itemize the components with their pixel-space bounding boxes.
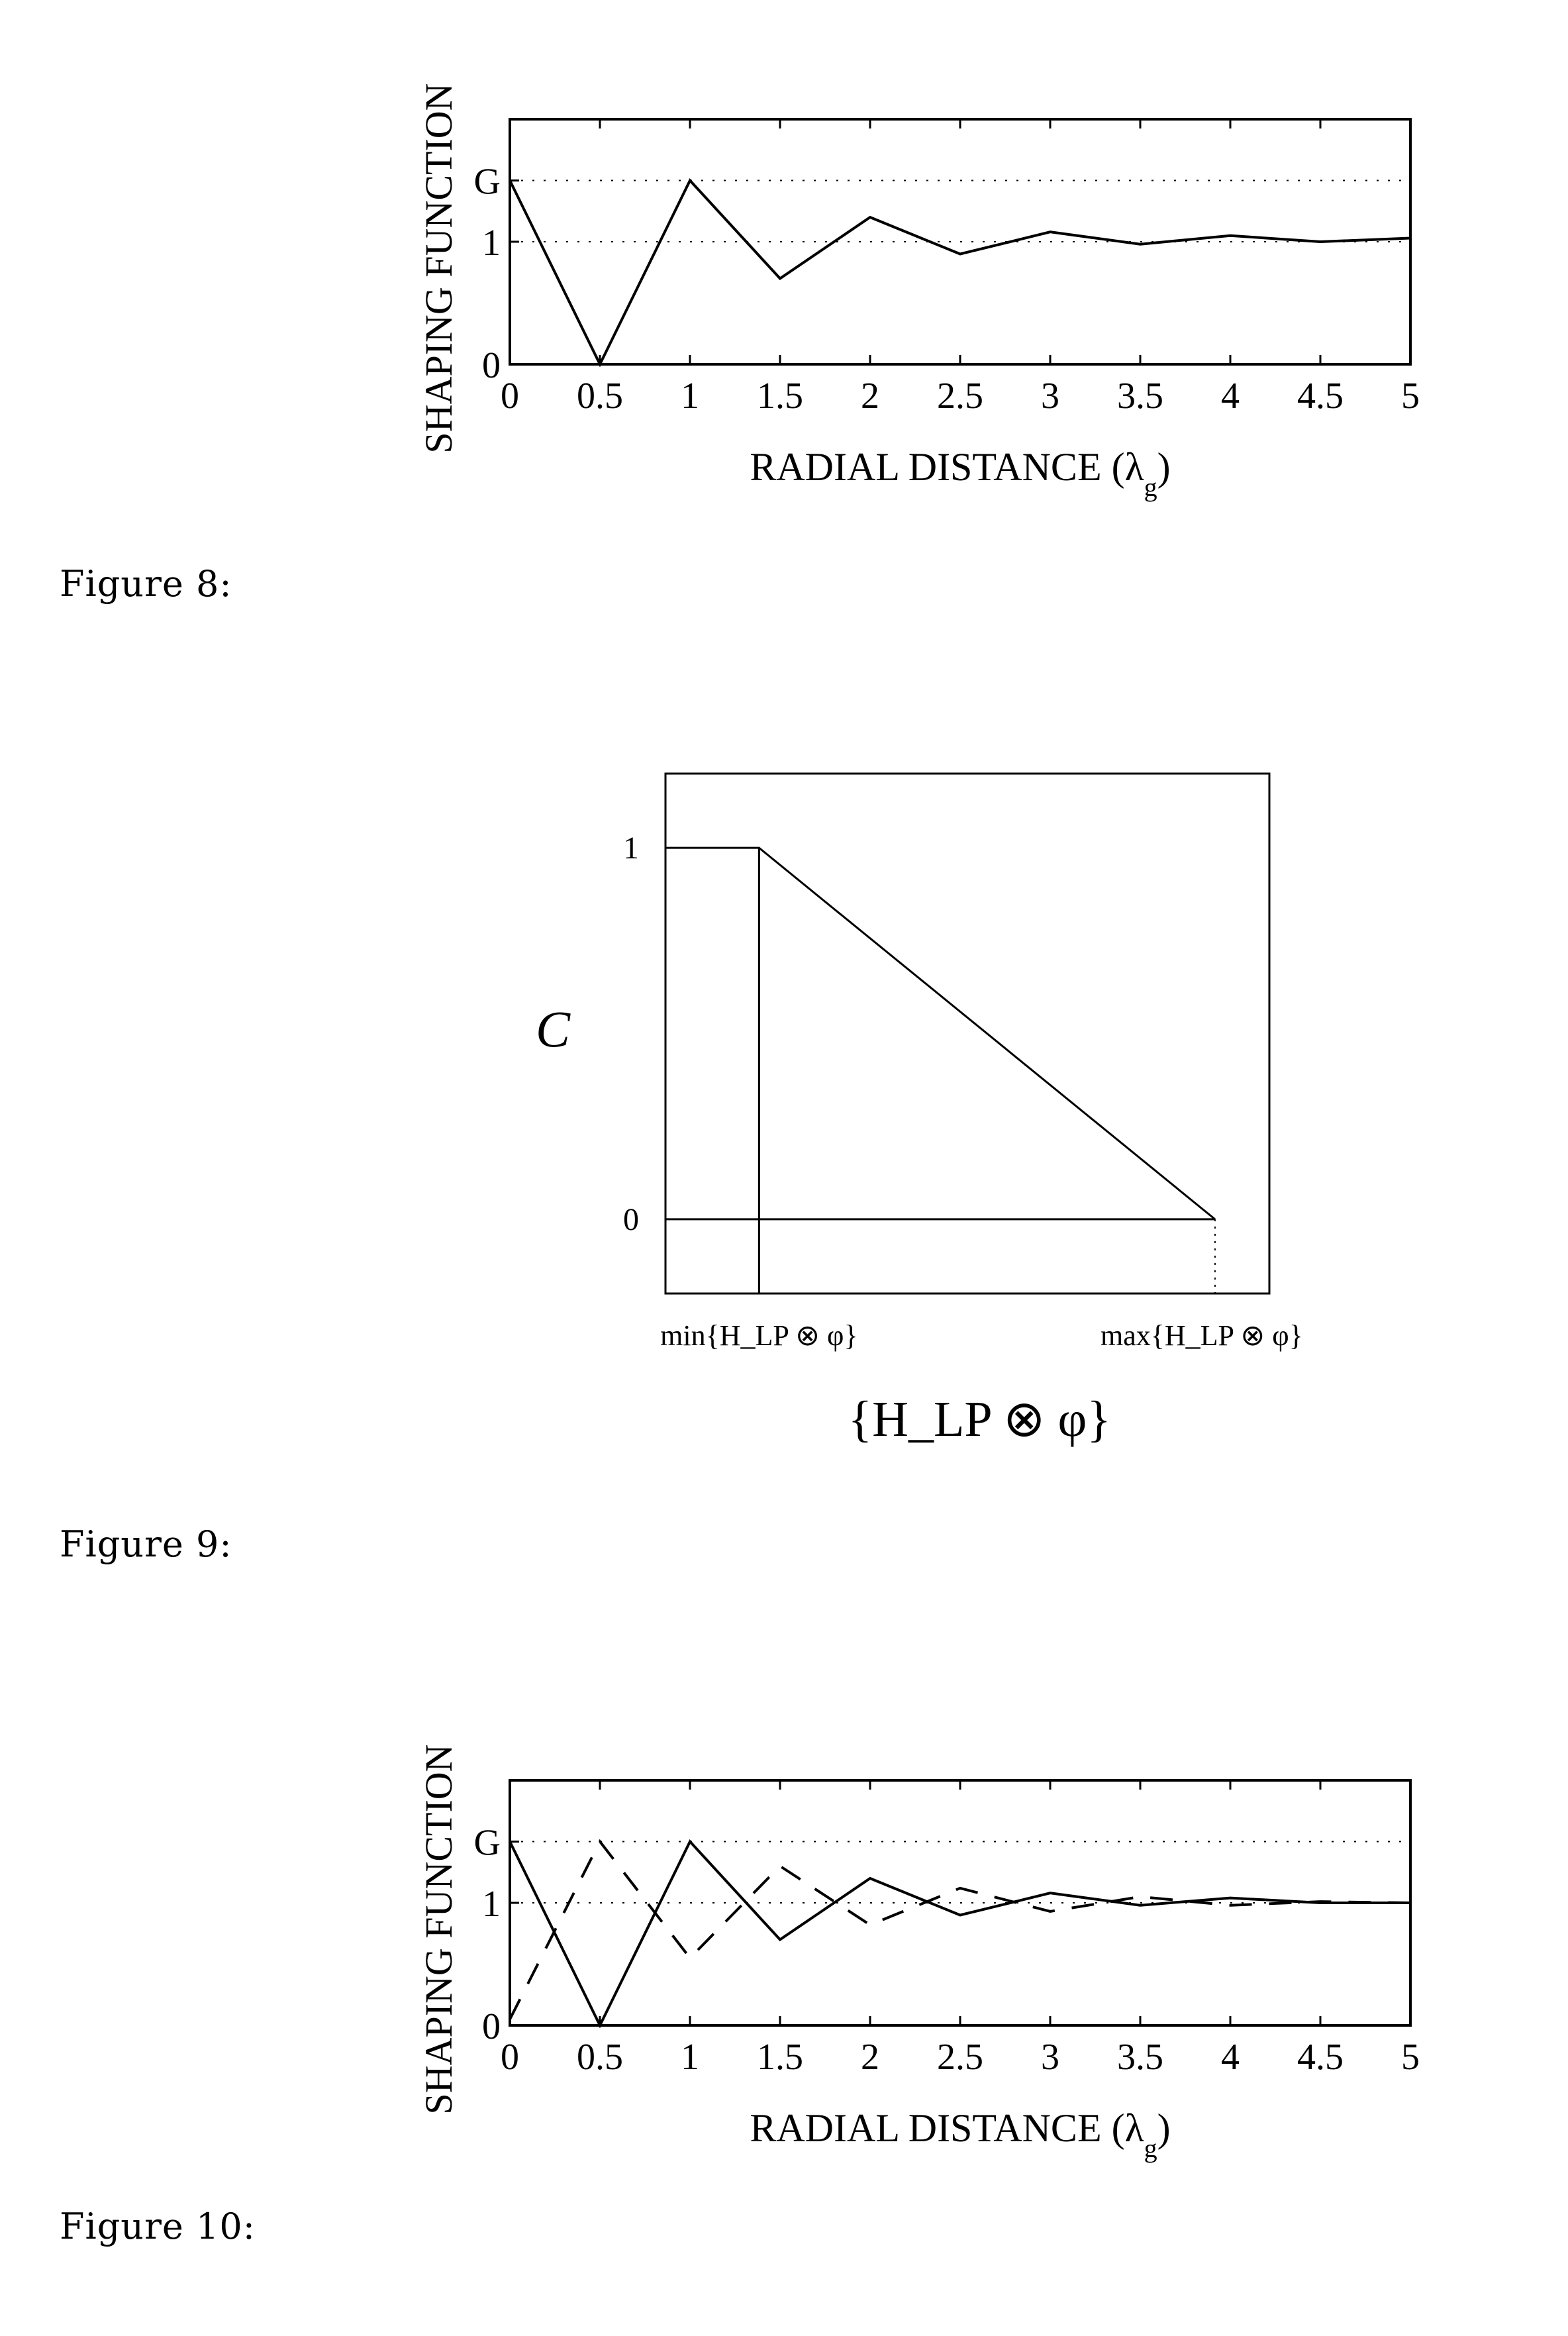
figure-10-y-axis-title: SHAPING FUNCTION xyxy=(417,1744,460,2115)
figure-10-x-tick-label: 5 xyxy=(1401,2037,1420,2078)
figure-10-y-tick-label: 0 xyxy=(482,2006,501,2047)
figure-8-x-tick-label: 3.5 xyxy=(1117,376,1163,417)
figure-9-caption: Figure 9: xyxy=(60,1523,232,1565)
figure-8-x-tick-label: 2.5 xyxy=(937,376,983,417)
figure-10-x-tick-label: 0 xyxy=(501,2037,519,2078)
figure-8-x-tick-label: 5 xyxy=(1401,376,1420,417)
figure-10-x-axis-title: RADIAL DISTANCE $(\lambda_g)$ xyxy=(750,2106,1171,2163)
figure-10-x-tick-label: 1 xyxy=(681,2037,699,2078)
figure-9-x-tick-min-label: min{H_LP ⊗ φ} xyxy=(660,1319,858,1352)
figure-10-x-tick-label: 4.5 xyxy=(1297,2037,1344,2078)
figure-10-y-tick-label: 1 xyxy=(482,1884,501,1925)
figure-9-y-tick-label: 0 xyxy=(623,1201,639,1237)
figure-8-y-tick-label: G xyxy=(473,161,501,203)
figure-9-y-tick-label: 1 xyxy=(623,831,639,866)
figure-8-x-tick-label: 4.5 xyxy=(1297,376,1344,417)
figure-9-x-tick-max-label: max{H_LP ⊗ φ} xyxy=(1101,1319,1303,1352)
figure-9-chart xyxy=(536,774,1303,1447)
figure-8-y-tick-label: 1 xyxy=(482,223,501,264)
figure-9-x-axis-title: {H_LP ⊗ φ} xyxy=(848,1392,1111,1447)
figure-8-y-tick-label: 0 xyxy=(482,345,501,386)
figure-9-plot-frame xyxy=(665,774,1269,1294)
figure-8-x-axis-title: RADIAL DISTANCE $(\lambda_g)$ xyxy=(750,445,1171,502)
figure-8-series-solid-line xyxy=(510,181,1410,365)
figure-10-x-tick-label: 0.5 xyxy=(577,2037,623,2078)
figure-8-x-tick-label: 2 xyxy=(861,376,879,417)
figure-8-y-axis-title: SHAPING FUNCTION xyxy=(417,83,460,454)
figure-10-x-tick-label: 2.5 xyxy=(937,2037,983,2078)
figure-8-x-tick-label: 0 xyxy=(501,376,519,417)
figure-10-x-tick-label: 2 xyxy=(861,2037,879,2078)
figure-8-x-tick-label: 1.5 xyxy=(757,376,803,417)
figure-10-x-tick-label: 3 xyxy=(1041,2037,1059,2078)
figure-9-y-axis-title: C xyxy=(535,1000,571,1058)
figure-9-series-line xyxy=(665,848,1215,1219)
figure-8-chart xyxy=(417,83,1420,502)
figure-8-x-tick-label: 0.5 xyxy=(577,376,623,417)
figure-8-x-tick-label: 4 xyxy=(1221,376,1240,417)
figure-8-caption: Figure 8: xyxy=(60,563,232,605)
figure-10-x-tick-label: 1.5 xyxy=(757,2037,803,2078)
figure-10-y-tick-label: G xyxy=(473,1822,501,1864)
figure-10-x-tick-label: 3.5 xyxy=(1117,2037,1163,2078)
figure-10-caption: Figure 10: xyxy=(60,2206,256,2247)
figure-8-x-tick-label: 1 xyxy=(681,376,699,417)
figure-10-series-solid-line xyxy=(510,1842,1410,2026)
figure-10-x-tick-label: 4 xyxy=(1221,2037,1240,2078)
figure-10-chart xyxy=(417,1744,1420,2163)
figure-10-series-dashed-line xyxy=(510,1842,1410,2019)
figure-8-x-tick-label: 3 xyxy=(1041,376,1059,417)
